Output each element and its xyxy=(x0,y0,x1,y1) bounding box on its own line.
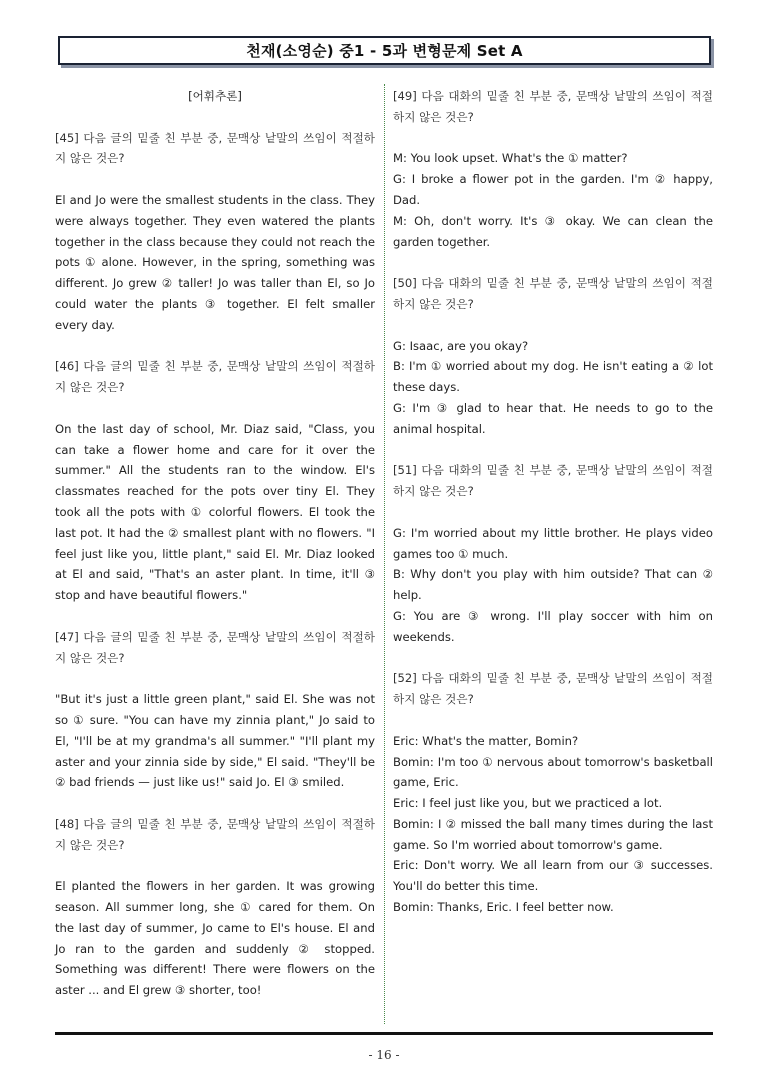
question-48: [48] 다음 글의 밑줄 친 부분 중, 문맥상 낱말의 쓰임이 적절하지 않은 것은? xyxy=(55,816,375,852)
section-label: [어휘추론] xyxy=(188,89,242,103)
dialogue-line: Bomin: Thanks, Eric. I feel better now. xyxy=(393,900,614,915)
right-column xyxy=(393,86,713,939)
question-50: [50] 다음 대화의 밑줄 친 부분 중, 문맥상 낱말의 쓰임이 적절하지 않은 것은? xyxy=(393,276,713,311)
dialogue-line: G: I'm ③ glad to hear that. He needs to go to the animal hospital. xyxy=(393,400,713,436)
dialogue-line: Eric: I feel just like you, but we practiced a lot. xyxy=(393,796,663,811)
dialogue-line: G: I broke a flower pot in the garden. I'm ② happy, Dad. xyxy=(393,172,713,207)
page-title: 천재(소영순) 중1 - 5과 변형문제 Set A xyxy=(246,42,523,60)
dialogue-51 xyxy=(393,523,713,648)
page-number: - 16 - xyxy=(368,1048,400,1062)
dialogue-line: B: Why don't you play with him outside? That can ② help. xyxy=(393,567,713,603)
footer-rule xyxy=(55,1032,713,1035)
dialogue-49 xyxy=(393,148,713,252)
passage-47: "But it's just a little green plant," said El. She was not so ① sure. "You can have my zinnia plant," Jo said to El, "I'll be at my grandma's all summer." "I'll plant my aster and your zinnia side by side," El said. "They'll be ② bad friends — just like us!" said Jo. El ③ smiled. xyxy=(55,692,375,790)
dialogue-line: G: I'm worried about my little brother. He plays video games too ① much. xyxy=(393,525,713,561)
dialogue-50 xyxy=(393,336,713,440)
dialogue-line: Bomin: I ② missed the ball many times during the last game. So I'm worried about tomorrow's game. xyxy=(393,816,713,852)
dialogue-line: Bomin: I'm too ① nervous about tomorrow's basketball game, Eric. xyxy=(393,754,713,790)
question-46: [46] 다음 글의 밑줄 친 부분 중, 문맥상 낱말의 쓰임이 적절하지 않은 것은? xyxy=(55,359,375,395)
passage-46: On the last day of school, Mr. Diaz said, "Class, you can take a flower home and care for it over the summer." All the students ran to the window. El's classmates reached for the pots over tiny El. They took all the pots with ① colorful flowers. El took the last pot. It had the ② smallest plant with no flowers. "I feel just like you, little plant," said El. Mr. Diaz looked at El and said, "That's an aster plant. In time, it'll ③ stop and have beautiful flowers." xyxy=(55,421,375,603)
question-52: [52] 다음 대화의 밑줄 친 부분 중, 문맥상 낱말의 쓰임이 적절하지 않은 것은? xyxy=(393,671,713,707)
passage-45: El and Jo were the smallest students in the class. They were always together. They even watered the plants together in the class because they could not reach the pots ① alone. However, in the spring, something was different. Jo grew ② taller! Jo was taller than El, so Jo could water the plants ③ together. El felt smaller every day. xyxy=(55,192,375,332)
dialogue-line: G: Isaac, are you okay? xyxy=(393,338,529,353)
page-header xyxy=(58,36,711,65)
dialogue-52 xyxy=(393,731,713,918)
passage-48: El planted the flowers in her garden. It was growing season. All summer long, she ① cared for them. On the last day of summer, Jo came to El's house. El and Jo ran to the garden and suddenly ② stopped. Something was different! There were flowers on the aster ... and El grew ③ shorter, too! xyxy=(55,879,375,998)
dialogue-line: Eric: What's the matter, Bomin? xyxy=(393,733,579,748)
question-47: [47] 다음 글의 밑줄 친 부분 중, 문맥상 낱말의 쓰임이 적절하지 않은 것은? xyxy=(55,629,375,665)
dialogue-line: G: You are ③ wrong. I'll play soccer with him on weekends. xyxy=(393,608,713,644)
dialogue-line: M: Oh, don't worry. It's ③ okay. We can clean the garden together. xyxy=(393,213,713,249)
column-divider xyxy=(384,84,385,1024)
dialogue-line: Eric: Don't worry. We all learn from our ③ successes. You'll do better this time. xyxy=(393,858,713,894)
question-49: [49] 다음 대화의 밑줄 친 부분 중, 문맥상 낱말의 쓰임이 적절하지 않은 것은? xyxy=(393,89,713,124)
question-45: [45] 다음 글의 밑줄 친 부분 중, 문맥상 낱말의 쓰임이 적절하지 않은 것은? xyxy=(55,130,375,166)
question-51: [51] 다음 대화의 밑줄 친 부분 중, 문맥상 낱말의 쓰임이 적절하지 않은 것은? xyxy=(393,463,713,499)
dialogue-line: M: You look upset. What's the ① matter? xyxy=(393,151,628,166)
left-column xyxy=(55,86,375,1022)
dialogue-line: B: I'm ① worried about my dog. He isn't eating a ② lot these days. xyxy=(393,359,713,395)
